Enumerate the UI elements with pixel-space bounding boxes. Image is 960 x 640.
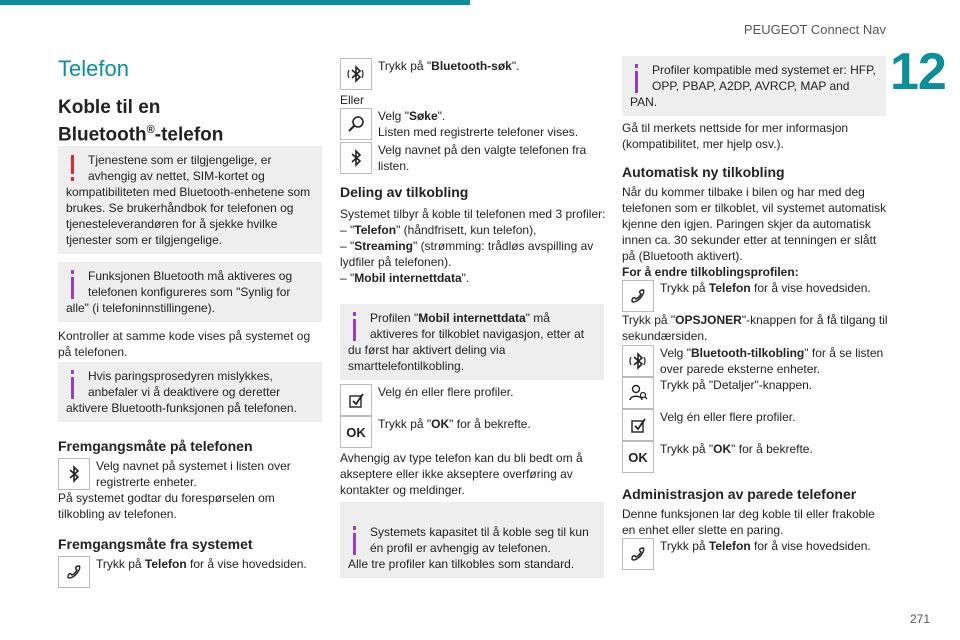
bluetooth-icon: [340, 142, 372, 174]
heading-suffix: -telefon: [154, 124, 224, 146]
para-change: For å endre tilkoblingsprofilen:: [622, 265, 799, 279]
header-title: PEUGEOT Connect Nav: [743, 22, 886, 37]
heading-registered: ®: [146, 124, 155, 136]
phone-handset-icon: [622, 538, 654, 570]
info-note-visibility: Funksjonen Bluetooth må aktiveres og telefonen konfigureres som "Synlig for alle" (i telefoninnstillingene).: [58, 262, 322, 322]
info-note-profiles: Profiler kompatible med systemet er: HFP, OPP, PBAP, A2DP, AVRCP, MAP and PAN.: [622, 56, 886, 116]
step-press-telefon-2: Trykk på Telefon for å vise hovedsiden.: [622, 538, 888, 554]
info-icon: [66, 268, 88, 300]
heading-line-1: Koble til en: [58, 97, 161, 118]
para-depend: Avhengig av type telefon kan du bli bedt om å akseptere eller ikke akseptere overføring av kontakter og meldinger.: [340, 451, 583, 497]
warning-note: Tjenestene som er tilgjengelige, er avhengig av nettet, SIM-kortet og kompatibiliteten med Bluetooth-enhetene som brukes. Se brukerhåndbok for telefonen og tjenesteleverandøren for å sjekke hvilke tjenester som er tilgjengelige.: [58, 146, 322, 254]
ok-button-icon: OK: [622, 441, 654, 473]
para-check-code: Kontroller at samme kode vises på systemet og på telefonen.: [58, 329, 311, 359]
warning-icon: [66, 152, 88, 184]
phone-handset-icon: [622, 280, 654, 312]
chapter-number: 12: [890, 43, 946, 101]
info-icon: [348, 310, 370, 342]
step-details: Trykk på "Detaljer"-knappen.: [622, 377, 888, 393]
bluetooth-icon: [58, 458, 90, 490]
or-label: Eller: [340, 93, 365, 107]
bluetooth-search-icon: [622, 345, 654, 377]
step-select-profiles: Velg én eller flere profiler.: [340, 384, 606, 400]
step-ok: OK Trykk på "OK" for å bekrefte.: [622, 441, 888, 457]
step-select-system: Velg navnet på systemet i listen over registrerte enheter.: [58, 458, 324, 490]
step-select-profiles: Velg én eller flere profiler.: [622, 409, 888, 425]
para-admin: Denne funksjonen lar deg koble til eller frakoble en enhet eller slette en paring.: [622, 507, 875, 537]
share-list: Systemet tilbyr å koble til telefonen med 3 profiler: – "Telefon" (håndfrisett, kun telefon), – "Streaming" (strømming: trådløs avspilling av lydfiler på telefonen). – "Mobil internettdata".: [340, 207, 606, 285]
para-accept: På systemet godtar du forespørselen om tilkobling av telefonen.: [58, 491, 275, 521]
info-note-capacity: Systemets kapasitet til å koble seg til kun én profil er avhengig av telefonen. Alle tre profiler kan tilkobles som standard.: [340, 502, 604, 578]
heading-share: Deling av tilkobling: [340, 184, 469, 200]
header-accent-bar: [0, 0, 470, 5]
info-icon: [630, 62, 652, 94]
heading-connect: [58, 96, 324, 146]
bluetooth-search-icon: [340, 58, 372, 90]
phone-handset-icon: [58, 556, 90, 588]
info-icon: [66, 368, 88, 400]
info-note-mobile-data: Profilen "Mobil internettdata" må aktiveres for tilkoblet navigasjon, etter at du først har aktivert deling via smarttelefontilkobling.: [340, 304, 604, 380]
section-title: Telefon: [58, 56, 129, 81]
user-search-icon: [622, 377, 654, 409]
step-bluetooth-search: Trykk på "Bluetooth-søk".: [340, 58, 606, 74]
checkbox-icon: [622, 409, 654, 441]
ok-button-icon: OK: [340, 416, 372, 448]
heading-admin: Administrasjon av parede telefoner: [622, 486, 857, 502]
heading-system-procedure: Fremgangsmåte fra systemet: [58, 536, 253, 552]
para-site: Gå til merkets nettside for mer informasjon (kompatibilitet, mer hjelp osv.).: [622, 121, 849, 151]
step-press-telefon: Trykk på Telefon for å vise hovedsiden.: [58, 556, 324, 572]
info-note-pairing: Hvis paringsprosedyren mislykkes, anbefaler vi å deaktivere og deretter aktivere Bluetooth-funksjonen på telefonen.: [58, 362, 322, 422]
para-options: Trykk på "OPSJONER"-knappen for å få tilgang til sekundærsiden.: [622, 313, 888, 343]
step-select-phone: Velg navnet på den valgte telefonen fra listen.: [340, 142, 606, 174]
step-ok: OK Trykk på "OK" for å bekrefte.: [340, 416, 606, 432]
heading-phone-procedure: Fremgangsmåte på telefonen: [58, 438, 253, 454]
magnifier-icon: [340, 108, 372, 140]
checkbox-icon: [340, 384, 372, 416]
para-auto: Når du kommer tilbake i bilen og har med deg telefonen som er tilkoblet, vil systemet automatisk kjenne den igjen. Paringen skjer da automatisk innen ca. 30 sekunder etter at tenningen er slått på (Bluetooth aktivert).: [622, 185, 887, 263]
step-bluetooth-connection: Velg "Bluetooth-tilkobling" for å se listen over parede eksterne enheter.: [622, 345, 888, 377]
step-search: Velg "Søke". Listen med registrerte telefoner vises.: [340, 108, 606, 140]
step-press-telefon: Trykk på Telefon for å vise hovedsiden.: [622, 280, 888, 296]
heading-auto: Automatisk ny tilkobling: [622, 164, 785, 180]
info-icon: [348, 524, 370, 556]
page-number: 271: [909, 612, 930, 626]
heading-bluetooth: Bluetooth: [58, 124, 147, 146]
